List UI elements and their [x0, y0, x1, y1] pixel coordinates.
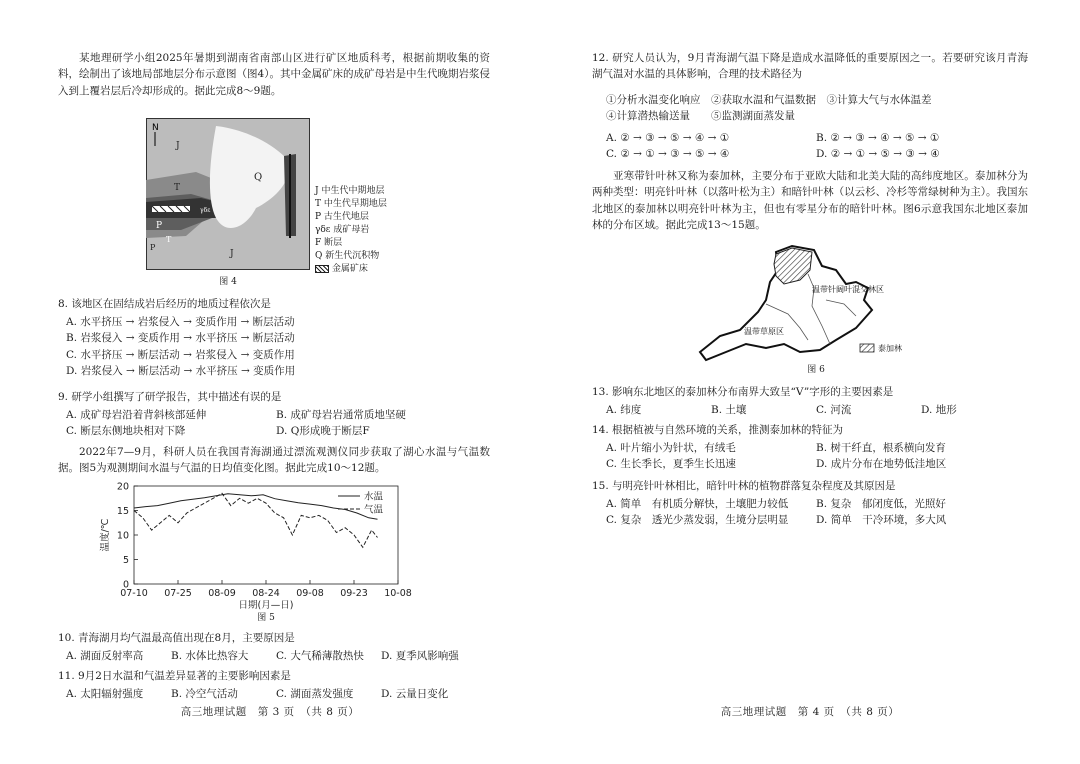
option: C. 生长季长，夏季生长迅速	[606, 458, 736, 471]
option: A. 纬度	[606, 404, 642, 416]
option: D. Q形成晚于断层F	[276, 425, 370, 438]
y-axis-label: 温度/℃	[100, 518, 111, 552]
svg-text:γδε: γδε	[200, 207, 211, 214]
option: D. 地形	[921, 404, 957, 416]
option: C. 湖面蒸发强度	[276, 688, 354, 700]
steps-line: ①分析水温变化响应 ②获取水温和气温数据 ③计算大气与水体温差	[606, 94, 932, 106]
hatch-swatch-icon	[315, 265, 329, 273]
legend-item: F 断层	[315, 238, 343, 248]
svg-text:P: P	[150, 243, 156, 252]
option: A. 简单 有机质分解快，土壤肥力较低	[606, 498, 789, 510]
legend-item-ore: 金属矿床	[315, 263, 409, 276]
question-9-options	[66, 407, 486, 440]
option: C. 复杂 透光少蒸发弱，生境分层明显	[606, 514, 789, 527]
right-page	[540, 0, 1080, 764]
figure-5-chart	[96, 480, 436, 610]
option: D. 云量日变化	[381, 688, 449, 700]
x-tick-label: 07-25	[164, 588, 192, 599]
figure-6-map	[696, 240, 936, 366]
figure-4-caption: 图 4	[219, 277, 237, 287]
option: C. 水平挤压 → 断层活动 → 岩浆侵入 → 变质作用	[66, 348, 295, 361]
svg-text:P: P	[156, 221, 163, 231]
question-8: 8. 该地区在固结成岩后经历的地质过程依次是	[58, 298, 271, 310]
legend-label: 气温	[364, 504, 384, 516]
series-line-water-temp	[134, 494, 378, 520]
legend-item: P 古生代地层	[315, 212, 369, 222]
svg-text:Q: Q	[254, 172, 263, 183]
question-14-options	[606, 440, 1026, 473]
intro-fig6: 亚寒带针叶林又称为泰加林，主要分布于亚欧大陆和北美大陆的高纬度地区。泰加林分为两种类型：明亮针叶林（以落叶松为主）和暗针叶林（以云杉、冷杉等常绿树种为主）。我国东北地区的泰加林以明亮针叶林为主，但也有零星分布的暗针叶林。图6示意我国东北地区泰加林的分布区域。据此完成13～15题。	[592, 170, 1028, 231]
question-15-options	[606, 496, 1026, 529]
option: C. 大气稀薄散热快	[276, 650, 364, 662]
taiga-legend-swatch-icon	[860, 344, 874, 352]
option: B. 成矿母岩岩通常质地坚硬	[276, 409, 406, 421]
intro-fig5: 2022年7—9月，科研人员在我国青海湖通过漂流观测仪同步获取了湖心水温与气温数据。图5为观测期间水温与气温的日均值变化图。据此完成10～12题。	[58, 446, 490, 475]
question-9: 9. 研学小组撰写了研学报告，其中描述有误的是	[58, 391, 282, 403]
y-tick-label: 5	[122, 555, 129, 566]
option: A. 成矿母岩沿着背斜核部延伸	[66, 409, 207, 421]
x-tick-label: 10-08	[384, 588, 412, 599]
option: B. 树干纤直，根系横向发育	[816, 442, 946, 454]
option: D. 夏季风影响强	[381, 650, 459, 662]
option: B. 土壤	[711, 404, 747, 416]
figure-4-legend	[312, 183, 412, 278]
steps-line: ④计算潜热输送量 ⑤监测湖面蒸发量	[606, 110, 795, 123]
label-mixed-forest: 温带针阔叶混交林区	[812, 285, 884, 294]
question-10: 10. 青海湖月均气温最高值出现在8月，主要原因是	[58, 632, 295, 644]
question-12: 12. 研究人员认为，9月青海湖气温下降是造成水温降低的重要原因之一。若要研究该月青海湖气温对水温的具体影响，合理的技术路径为	[592, 52, 1028, 81]
option: A. 太阳辐射强度	[66, 688, 144, 700]
label-steppe: 温带草原区	[744, 327, 784, 336]
question-13: 13. 影响东北地区的泰加林分布南界大致呈“V”字形的主要因素是	[592, 386, 894, 398]
svg-text:J: J	[230, 249, 234, 259]
legend-label: 水温	[364, 491, 384, 503]
x-axis-label: 日期(月—日)	[238, 600, 294, 610]
question-11-options	[66, 686, 486, 702]
y-tick-label: 10	[116, 530, 129, 542]
figure-6	[696, 240, 936, 380]
legend-item: J 中生代中期地层	[315, 186, 385, 196]
legend-item: Q 新生代沉积物	[315, 251, 380, 261]
x-tick-label: 09-23	[340, 588, 368, 599]
question-11: 11. 9月2日水温和气温差异显著的主要影响因素是	[58, 670, 291, 682]
figure-4-map	[146, 118, 310, 270]
x-tick-label: 08-09	[208, 588, 236, 599]
legend-item: γδε 成矿母岩	[315, 225, 370, 235]
option: A. ② → ③ → ⑤ → ④ → ①	[606, 132, 730, 144]
page-footer-left: 高三地理试题 第 3 页 （共 8 页）	[180, 705, 360, 718]
question-15: 15. 与明亮针叶林相比，暗针叶林的植物群落复杂程度及其原因是	[592, 480, 896, 492]
figure-6-caption: 图 6	[807, 365, 825, 375]
svg-text:T: T	[166, 235, 172, 244]
option: C. ② → ① → ③ → ⑤ → ④	[606, 148, 730, 161]
option: D. 岩浆侵入 → 断层活动 → 水平挤压 → 变质作用	[66, 364, 296, 377]
option: A. 水平挤压 → 岩浆侵入 → 变质作用 → 断层活动	[66, 316, 295, 328]
question-10-options	[66, 648, 486, 664]
option: B. 冷空气活动	[171, 688, 238, 700]
option: D. 简单 干冷环境，多大风	[816, 514, 947, 527]
option: B. 复杂 郁闭度低，光照好	[816, 498, 946, 510]
option: D. ② → ① → ⑤ → ③ → ④	[816, 148, 940, 161]
question-14: 14. 根据植被与自然环境的关系，推测泰加林的特征为	[592, 424, 844, 436]
svg-text:J: J	[176, 141, 180, 151]
question-13-options	[606, 402, 1026, 418]
plot-frame	[134, 486, 398, 584]
figure-4	[146, 118, 310, 287]
question-8-options	[66, 314, 486, 379]
svg-text:T: T	[174, 183, 181, 193]
legend-item: T 中生代早期地层	[315, 199, 387, 209]
y-tick-label: 0	[122, 579, 129, 591]
x-tick-label: 08-24	[252, 588, 280, 599]
question-12-options	[606, 130, 1026, 163]
x-tick-label: 09-08	[296, 588, 324, 599]
figure-5	[96, 480, 436, 630]
x-tick-label: 07-10	[120, 588, 148, 599]
option: C. 断层东侧地块相对下降	[66, 425, 186, 438]
option: B. 岩浆侵入 → 变质作用 → 水平挤压 → 断层活动	[66, 332, 295, 345]
option: A. 湖面反射率高	[66, 650, 144, 662]
legend-taiga: 泰加林	[878, 344, 902, 353]
option: B. ② → ③ → ④ → ⑤ → ①	[816, 132, 940, 144]
option: A. 叶片缩小为针状，有绒毛	[606, 442, 736, 454]
y-tick-label: 20	[116, 481, 129, 493]
page-footer-right: 高三地理试题 第 4 页 （共 8 页）	[720, 705, 900, 718]
option: B. 水体比热容大	[171, 650, 249, 662]
north-arrow-label: N	[152, 123, 159, 133]
series-line-air-temp	[134, 493, 378, 547]
option: D. 成片分布在地势低洼地区	[816, 458, 947, 471]
intro-fig4: 某地理研学小组2025年暑期到湖南省南部山区进行矿区地质科考，根据前期收集的资料，绘制出了该地局部地层分布示意图（图4）。其中金属矿床的成矿母岩是中生代晚期岩浆侵入到上覆岩层后冷却形成的。据此完成8～9题。	[58, 52, 490, 97]
question-12-steps	[606, 92, 1026, 125]
y-tick-label: 15	[116, 506, 129, 517]
option: C. 河流	[816, 404, 852, 416]
figure-5-caption: 图 5	[257, 613, 275, 623]
